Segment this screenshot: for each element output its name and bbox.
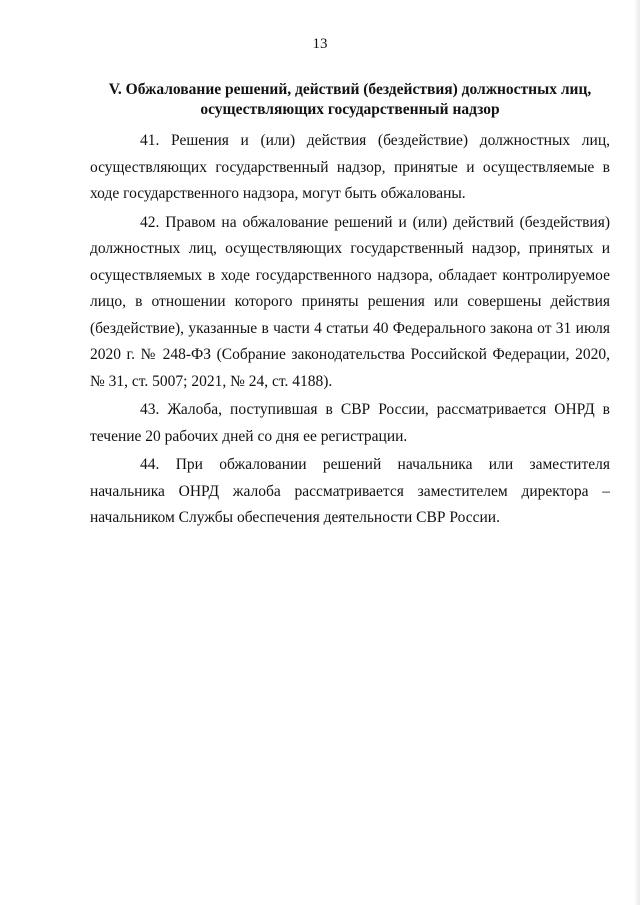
section-title-line-1: V. Обжалование решений, действий (бездействия) должностных лиц, (108, 81, 592, 98)
paragraph-43: 43. Жалоба, поступившая в СВР России, рассматривается ОНРД в течение 20 рабочих дней со дня ее регистрации. (90, 401, 610, 445)
section-title (90, 80, 610, 120)
scan-edge-shadow (634, 0, 640, 905)
page-number: 13 (312, 36, 328, 52)
paragraph-41: 41. Решения и (или) действия (бездействие) должностных лиц, осуществляющих государственный надзор, принятые и осуществляемые в ходе государственного надзора, могут быть обжалованы. (90, 132, 610, 202)
paragraph-44: 44. При обжаловании решений начальника или заместителя начальника ОНРД жалоба рассматривается заместителем директора – начальником Службы обеспечения деятельности СВР России. (90, 456, 610, 526)
section-title-line-2: осуществляющих государственный надзор (200, 101, 500, 118)
document-body (90, 128, 610, 534)
paragraph-42: 42. Правом на обжалование решений и (или) действий (бездействия) должностных лиц, осуществляющих государственный надзор, принятых и осуществляемых в ходе государственного надзора, обладает контролируемое лицо, в отношении которого приняты решения или совершены действия (бездействие), указанные в части 4 статьи 40 Федерального закона от 31 июля 2020 г. № 248-ФЗ (Собрание законодательства Российской Федерации, 2020, № 31, ст. 5007; 2021, № 24, ст. 4188). (90, 213, 610, 390)
